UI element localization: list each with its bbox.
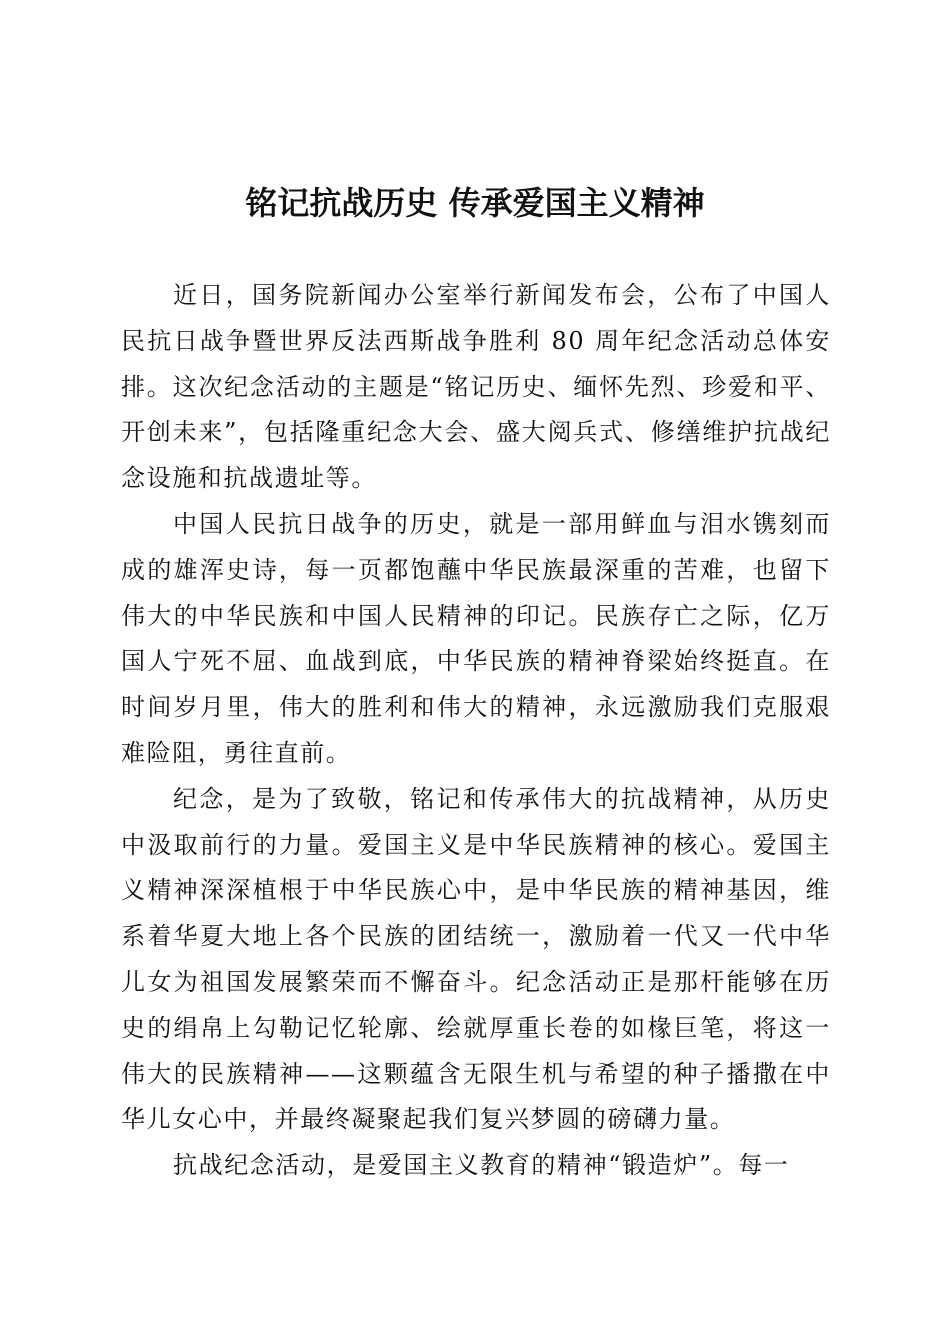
document-body [121, 273, 831, 1189]
document-title: 铭记抗战历史 传承爱国主义精神 [245, 184, 705, 222]
paragraph-2: 中国人民抗日战争的历史，就是一部用鲜血与泪水镌刻而成的雄浑史诗，每一页都饱蘸中华民族最深重的苦难，也留下伟大的中华民族和中国人民精神的印记。民族存亡之际，亿万国人宁死不屈、血战到底，中华民族的精神脊梁始终挺直。在时间岁月里，伟大的胜利和伟大的精神，永远激励我们克服艰难险阻，勇往直前。 [121, 509, 831, 767]
paragraph-4: 抗战纪念活动，是爱国主义教育的精神“锻造炉”。每一 [173, 1151, 790, 1180]
paragraph-3: 纪念，是为了致敬，铭记和传承伟大的抗战精神，从历史中汲取前行的力量。爱国主义是中华民族精神的核心。爱国主义精神深深植根于中华民族心中，是中华民族的精神基因，维系着华夏大地上各个民族的团结统一，激励着一代又一代中华儿女为祖国发展繁荣而不懈奋斗。纪念活动正是那杆能够在历史的绢帛上勾勒记忆轮廓、绘就厚重长卷的如椽巨笔，将这一伟大的民族精神——这颗蕴含无限生机与希望的种子播撒在中华儿女心中，并最终凝聚起我们复兴梦圆的磅礴力量。 [121, 784, 831, 1134]
paragraph-1: 近日，国务院新闻办公室举行新闻发布会，公布了中国人民抗日战争暨世界反法西斯战争胜利 80 周年纪念活动总体安排。这次纪念活动的主题是“铭记历史、缅怀先烈、珍爱和平、开创未来”，包括隆重纪念大会、盛大阅兵式、修缮维护抗战纪念设施和抗战遗址等。 [121, 281, 831, 493]
